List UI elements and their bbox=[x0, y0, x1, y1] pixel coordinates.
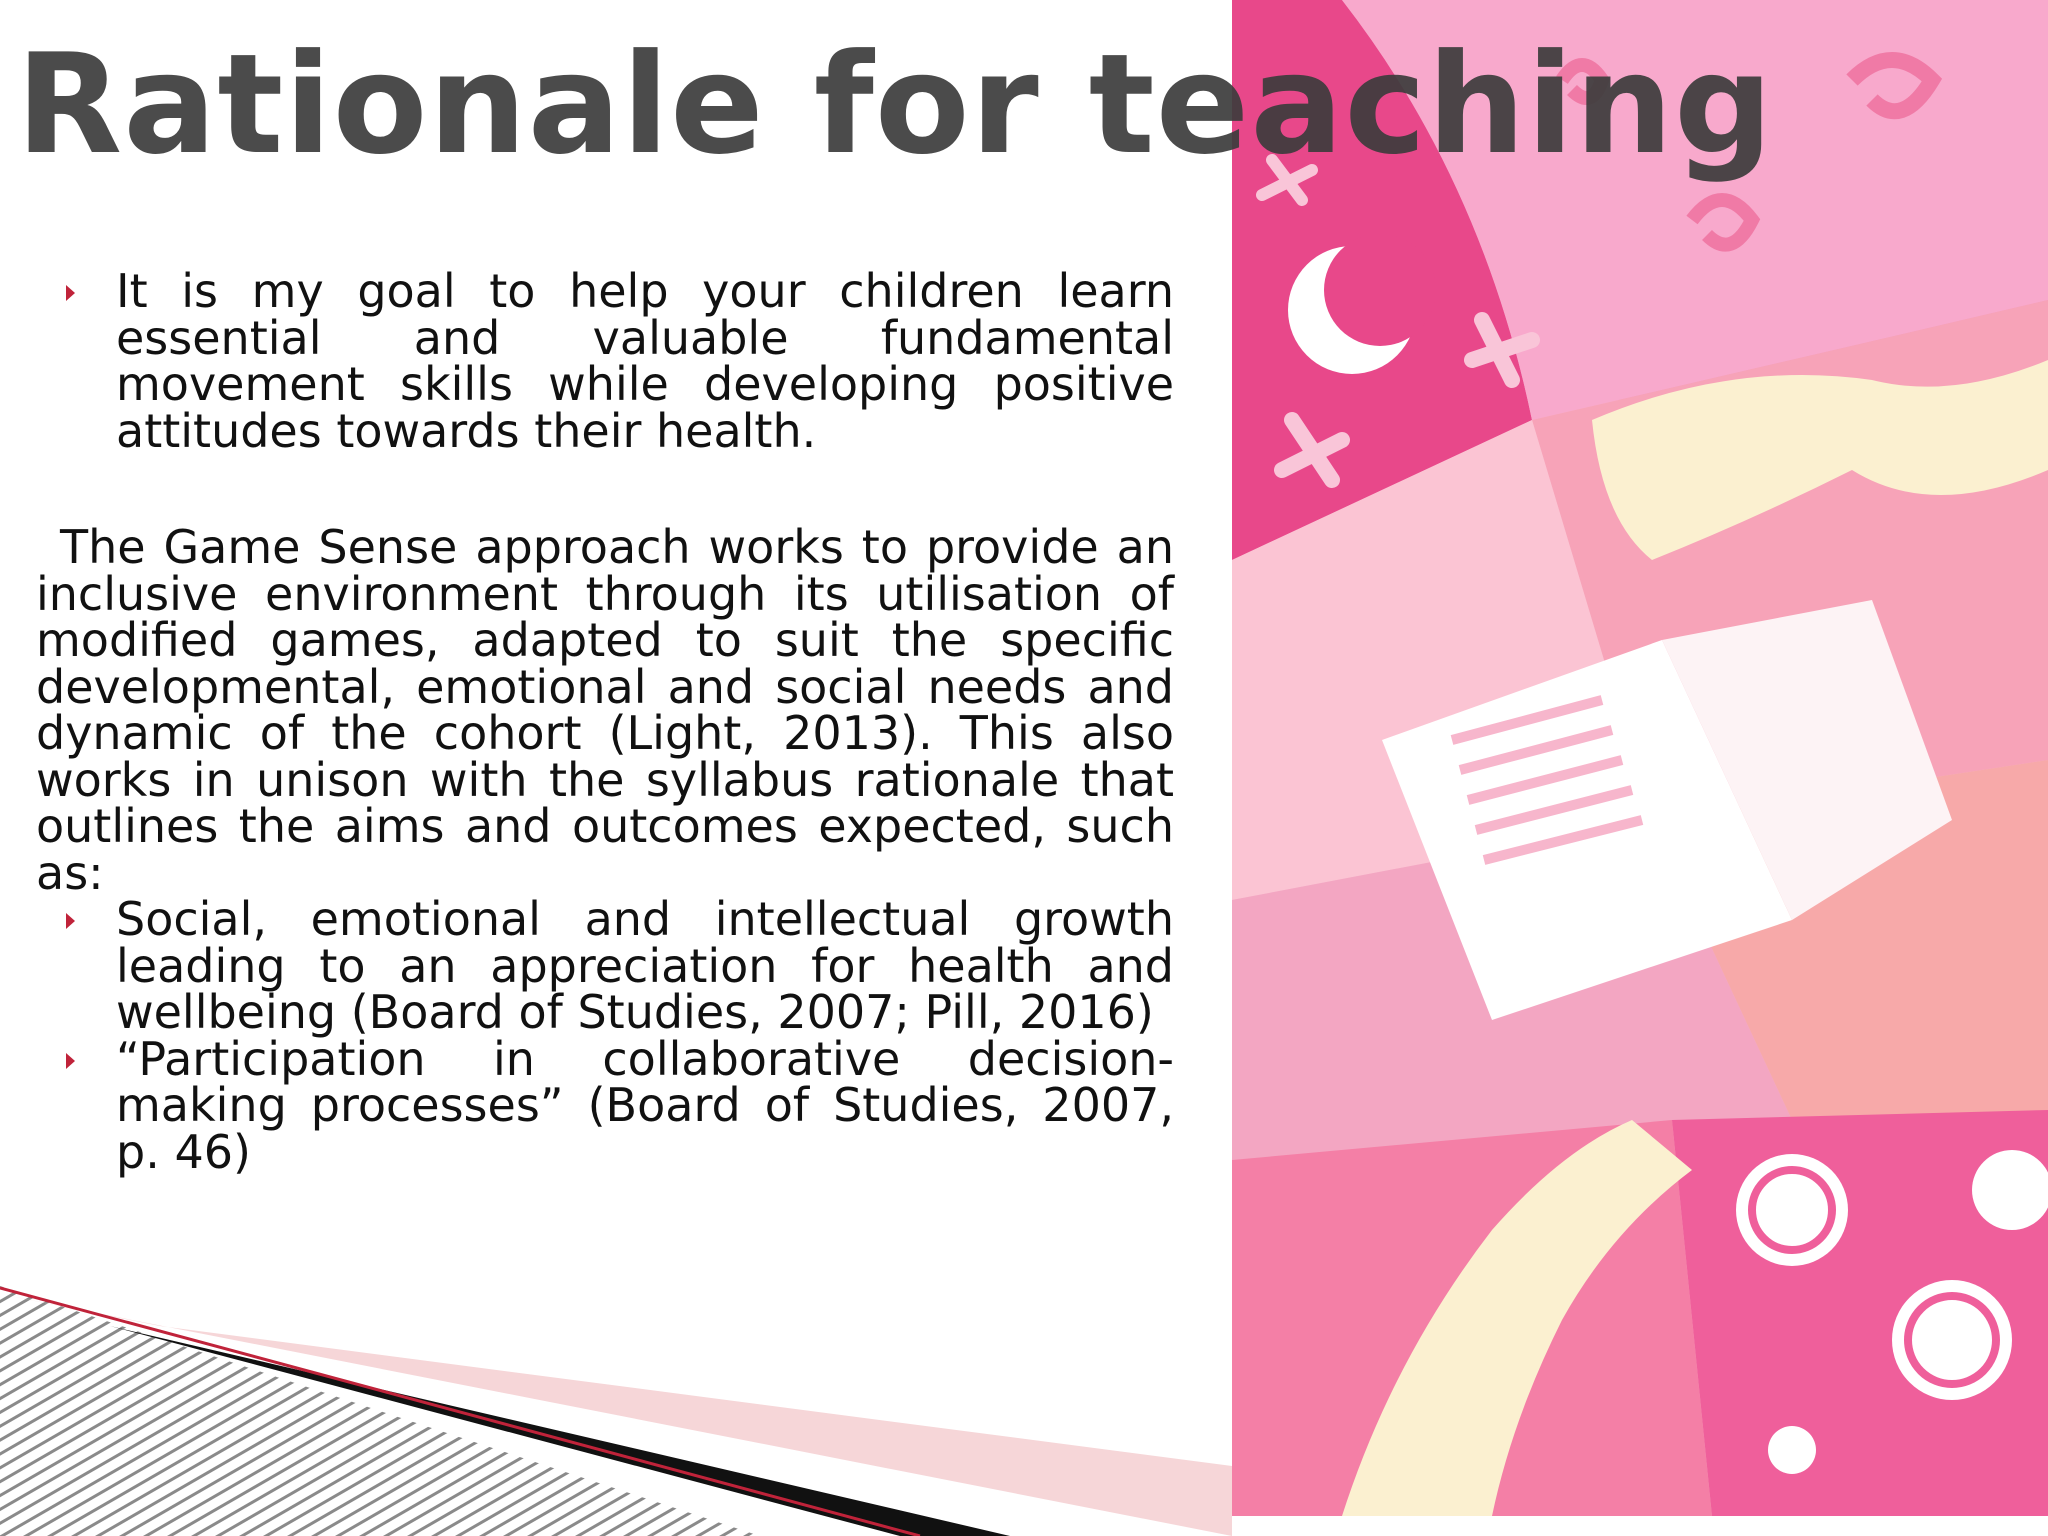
bullet-item-participation bbox=[36, 1031, 1174, 1179]
book-hands-moon-clock-illustration bbox=[1232, 0, 2048, 1516]
paragraph-game-sense: The Game Sense approach works to provide an inclusive environment through its utilisation of modified games, adapted to suit the specific developmental, emotional and social needs and dynamic of the cohort (Light, 2013). This also works in unison with the syllabus rationale that outlines the aims and outcomes expected, such as: bbox=[36, 520, 1174, 900]
bullet-text-goal: It is my goal to help your children learn essential and valuable fundamental movement skills while developing positive attitudes towards their health. bbox=[116, 264, 1174, 458]
slide-title: Rationale for teaching bbox=[16, 24, 1774, 185]
bullet-item-goal bbox=[36, 264, 1174, 458]
triangle-right-icon bbox=[66, 285, 75, 301]
decorative-ribbon bbox=[0, 1286, 1232, 1536]
triangle-right-icon bbox=[66, 913, 75, 929]
triangle-right-icon bbox=[66, 1053, 75, 1069]
slide-body bbox=[36, 264, 1174, 1179]
bullet-item-growth bbox=[36, 892, 1174, 1039]
bullet-text-participation: “Participation in collaborative decision-making processes” (Board of Studies, 2007, p. 46) bbox=[116, 1031, 1174, 1179]
bullet-text-growth: Social, emotional and intellectual growth leading to an appreciation for health and wellbeing (Board of Studies, 2007; Pill, 2016) bbox=[116, 892, 1174, 1039]
